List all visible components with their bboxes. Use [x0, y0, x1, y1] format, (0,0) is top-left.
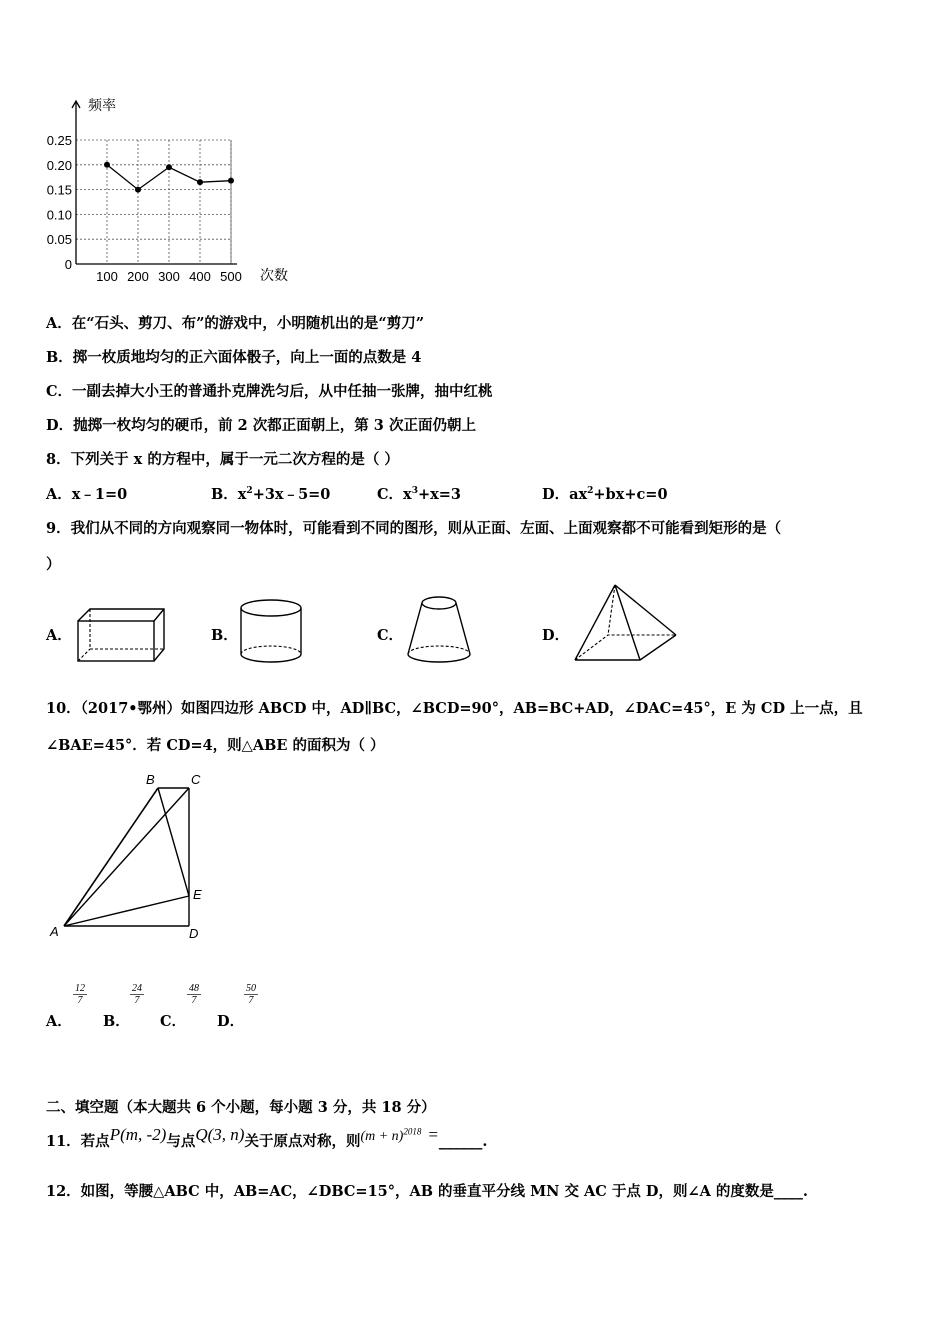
- y-tick-label: 0.15: [46, 182, 72, 198]
- chart-ylabel: 频率: [88, 97, 116, 113]
- q10-option-a: A．: [46, 1013, 72, 1030]
- q9-label-d: D．: [542, 627, 570, 644]
- q11-text: 11．若点P(m, -2)与点Q(3, n)关于原点对称，则$(m + n)^{2018}$ =______.: [46, 1125, 488, 1150]
- q8-option-b: B．$x^2+3x﹣5=0$: [211, 486, 331, 503]
- x-tick-label: 200: [127, 269, 149, 284]
- point-q: Q(3, n): [195, 1125, 245, 1144]
- q9-label-c: C．: [377, 627, 404, 644]
- q8-option-a: A．x﹣1=0: [46, 486, 128, 503]
- q10-frac-a: $\frac{12}{7}$: [75, 983, 85, 1006]
- q7-option-a: A．在“石头、剪刀、布”的游戏中，小明随机出的是“剪刀”: [46, 315, 425, 332]
- data-point: [166, 164, 172, 170]
- q10-frac-b: $\frac{24}{7}$: [132, 983, 142, 1006]
- label-c: C: [191, 772, 201, 787]
- q10-option-b: B．: [103, 1013, 130, 1030]
- frustum-figure: [404, 594, 474, 666]
- x-tick-label: 400: [189, 269, 211, 284]
- chart-xlabel: 次数: [260, 267, 288, 283]
- frequency-chart: [38, 96, 338, 291]
- y-tick-label: 0.05: [46, 232, 72, 248]
- section-heading: 二、填空题（本大题共 6 个小题，每小题 3 分，共 18 分）: [46, 1099, 436, 1116]
- answer-blank[interactable]: ______: [438, 1133, 483, 1150]
- q10-option-c: C．: [160, 1013, 187, 1030]
- power-expr: $(m + n)^{2018}$: [360, 1126, 422, 1144]
- label-e: E: [193, 887, 202, 902]
- q10-frac-d: $\frac{50}{7}$: [246, 983, 256, 1006]
- q8-option-c: C．$x^3+x=3$: [377, 486, 462, 503]
- pyramid-figure: [570, 580, 680, 670]
- label-a: A: [50, 924, 59, 939]
- x-tick-label: 100: [96, 269, 118, 284]
- q10-stem-line1: 10．（2017•鄂州）如图四边形 ABCD 中，AD∥BC，∠BCD=90°，AB=BC+AD，∠DAC=45°，E 为 CD 上一点，且: [46, 700, 863, 717]
- q9-stem-line2: ）: [46, 556, 61, 573]
- label-d: D: [189, 926, 199, 941]
- q8-stem: 8．下列关于 x 的方程中，属于一元二次方程的是（ ）: [46, 451, 399, 468]
- x-tick-label: 300: [158, 269, 180, 284]
- label-b: B: [146, 772, 155, 787]
- q8-option-d: D．$ax^2+bx+c=0$: [542, 486, 668, 503]
- point-p: P(m, -2): [109, 1125, 167, 1144]
- data-point: [228, 178, 234, 184]
- q9-stem-line1: 9．我们从不同的方向观察同一物体时，可能看到不同的图形，则从正面、左面、上面观察都不可能看到矩形的是（: [46, 520, 782, 537]
- x-tick-label: 500: [220, 269, 242, 284]
- y-tick-label: 0.25: [46, 133, 72, 148]
- cylinder-figure: [236, 596, 306, 668]
- q7-option-b: B．掷一枚质地均匀的正六面体骰子，向上一面的点数是 4: [46, 349, 422, 366]
- data-point: [197, 179, 203, 185]
- answer-blank[interactable]: ____: [773, 1183, 803, 1200]
- q9-label-a: A．: [46, 627, 72, 644]
- q10-option-d: D．: [217, 1013, 245, 1030]
- y-tick-label: 0.10: [46, 207, 72, 223]
- cuboid-figure: [72, 606, 172, 666]
- data-point: [135, 187, 141, 193]
- q12-text: 12．如图，等腰△ABC 中，AB=AC，∠DBC=15°，AB 的垂直平分线 MN 交 AC 于点 D，则∠A 的度数是____.: [46, 1183, 808, 1200]
- data-point: [104, 162, 110, 168]
- quadrilateral-figure: [46, 768, 221, 943]
- q10-frac-c: $\frac{48}{7}$: [189, 983, 199, 1006]
- y-tick-label: 0: [64, 257, 72, 272]
- chart-grid: [76, 140, 231, 264]
- q7-option-c: C．一副去掉大小王的普通扑克牌洗匀后，从中任抽一张牌，抽中红桃: [46, 383, 493, 400]
- y-tick-label: 0.20: [46, 157, 72, 173]
- q9-label-b: B．: [211, 627, 238, 644]
- q7-option-d: D．抛掷一枚均匀的硬币，前 2 次都正面朝上，第 3 次正面仍朝上: [46, 417, 476, 434]
- q10-stem-line2: ∠BAE=45°．若 CD=4，则△ABE 的面积为（ ）: [46, 737, 385, 754]
